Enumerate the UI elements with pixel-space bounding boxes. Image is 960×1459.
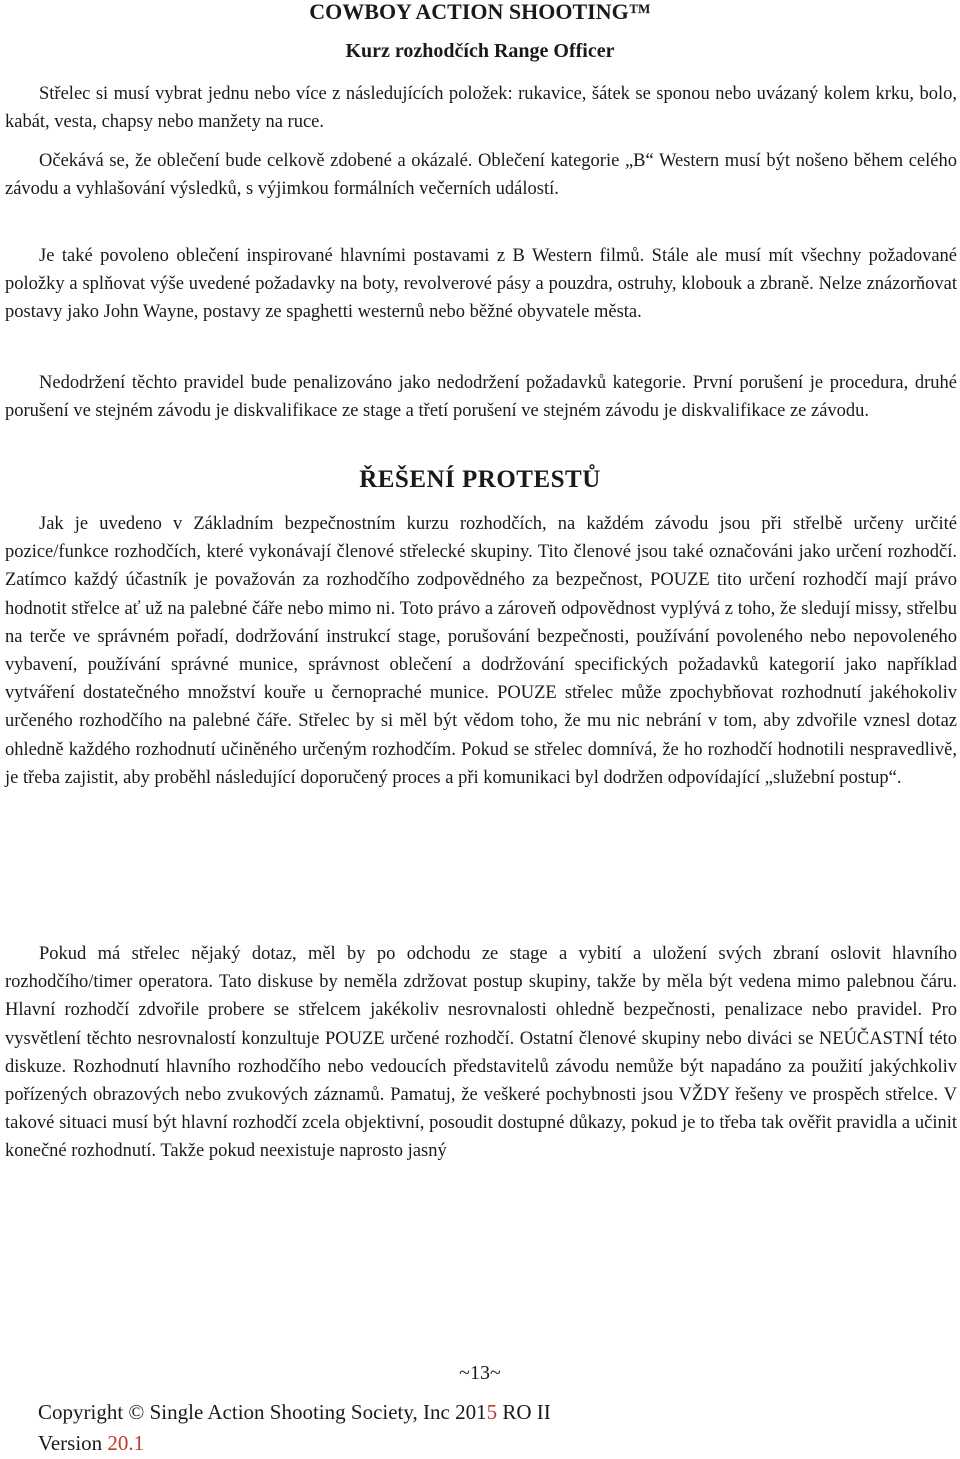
page-number: ~13~ (459, 1362, 501, 1384)
document-title: COWBOY ACTION SHOOTING™ (309, 0, 651, 24)
section-heading-protests: ŘEŠENÍ PROTESTŮ (359, 466, 601, 493)
paragraph-protest-procedure: Pokud má střelec nějaký dotaz, měl by po odchodu ze stage a vybití a uložení svých zbraní oslovit hlavního rozhodčího/timer operatora. Tato diskuse by neměla zdržovat postup skupiny, takže by měla být vedena mimo palebnou čáru. Hlavní rozhodčí zdvořile probere se střelcem jakékoliv nesrovnalosti ohledně bezpečnosti, penalizace nebo pravidel. Pro vysvětlení těchto nesrovnalostí konzultuje POUZE určené rozhodčí. Ostatní členové skupiny nebo diváci se NEÚČASTNÍ této diskuze. Rozhodnutí hlavního rozhodčího nebo vedoucích představitelů závodu nemůže být napadáno za použití jakýchkoliv pořízených obrazových nebo zvukových záznamů. Pamatuj, že veškeré pochybnosti jsou VŽDY řešeny ve prospěch střelce. V takové situaci musí být hlavní rozhodčí zcela objektivní, posoudit dostupné důkazy, pokud je to třeba tak ověřit pravidla a učinit konečné rozhodnutí. Takže pokud neexistuje naprosto jasný (5, 944, 957, 1162)
copyright-prefix: Copyright © Single Action Shooting Society, Inc 201 (38, 1400, 487, 1424)
paragraph-costume-expectations: Očekává se, že oblečení bude celkově zdobené a okázalé. Oblečení kategorie „B“ Western musí být nošeno během celého závodu a vyhlašování výsledků, s výjimkou formálních večerních událostí. (5, 151, 957, 200)
footer-copyright (38, 1398, 551, 1426)
footer-version (38, 1429, 144, 1457)
version-prefix: Version (38, 1431, 108, 1455)
paragraph-b-western-characters: Je také povoleno oblečení inspirované hlavními postavami z B Western filmů. Stále ale musí mít všechny požadované položky a splňovat výše uvedené požadavky na boty, revolverové pásy a pouzdra, ostruhy, klobouk a zbraně. Nelze znázorňovat postavy jako John Wayne, postavy ze spaghetti westernů nebo běžné obyvatele města. (5, 246, 957, 323)
paragraph-protest-officials: Jak je uvedeno v Základním bezpečnostním kurzu rozhodčích, na každém závodu jsou při střelbě určeny určité pozice/funkce rozhodčích, které vykonávají členové střelecké skupiny. Tito členové jsou také označováni jako určení rozhodčí. Zatímco každý účastník je považován za rozhodčího zodpovědného za bezpečnost, POUZE tito určení rozhodčí mají právo hodnotit střelce ať už na palebné čáře nebo mimo ni. Toto právo a zároveň odpovědnost vyplývá z toho, že sledují missy, střelbu na terče ve správném pořadí, dodržování instrukcí stage, porušování bezpečnosti, používání povoleného nebo nepovoleného vybavení, používání správné munice, správnost oblečení a dodržování specifických požadavků kategorií jako například vytváření dostatečného množství kouře u černopraché munice. POUZE střelec může zpochybňovat rozhodnutí jakéhokoliv určeného rozhodčího na palebné čáře. Střelec by si měl být vědom toho, že mu nic nebrání v tom, aby zdvořile vznesl dotaz ohledně každého rozhodnutí učiněného určeným rozhodčím. Pokud se střelec domnívá, že ho rozhodčí hodnotili nespravedlivě, je třeba zajistit, aby proběhl následující doporučený proces a při komunikaci byl dodržen odpovídající „služební postup“. (5, 514, 957, 788)
document-subtitle: Kurz rozhodčích Range Officer (345, 40, 615, 62)
copyright-year-digit: 5 (486, 1400, 498, 1424)
version-number: 20.1 (107, 1431, 145, 1455)
paragraph-penalties: Nedodržení těchto pravidel bude penalizováno jako nedodržení požadavků kategorie. První porušení je procedura, druhé porušení ve stejném závodu je diskvalifikace ze stage a třetí porušení ve stejném závodu je diskvalifikace ze závodu. (5, 373, 957, 422)
paragraph-accessories: Střelec si musí vybrat jednu nebo více z následujících položek: rukavice, šátek se sponou nebo uvázaný kolem krku, bolo, kabát, vesta, chapsy nebo manžety na ruce. (5, 84, 957, 133)
copyright-suffix: RO II (497, 1400, 551, 1424)
